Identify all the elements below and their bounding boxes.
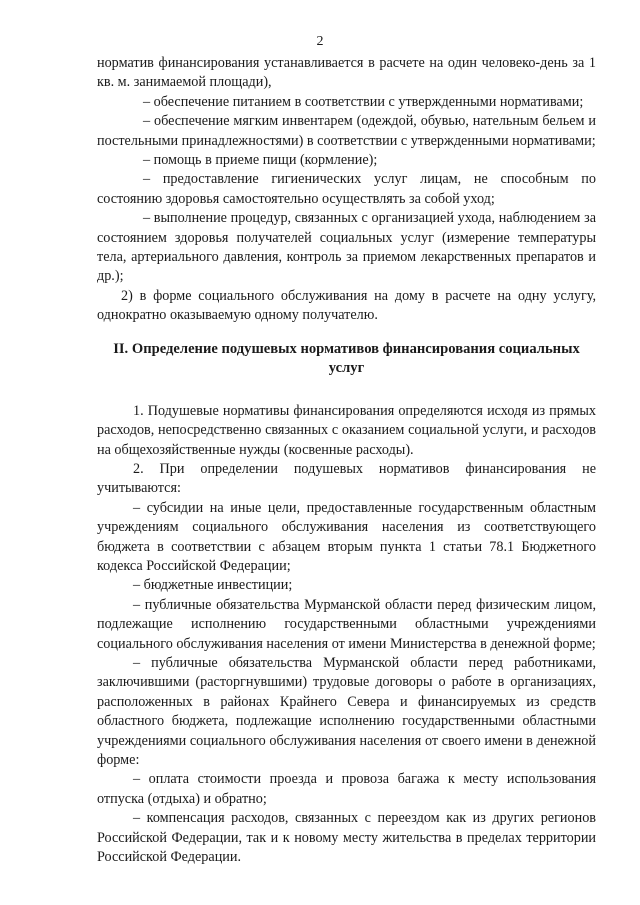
paragraph: – помощь в приеме пищи (кормление); (143, 152, 378, 169)
paragraph: норматив финансирования устанавливается в расчете на один человеко-день за 1 кв. м. занимаемой площади), (97, 55, 596, 91)
paragraph: – предоставление гигиенических услуг лицам, не способным по состоянию здоровья самостоятельно осуществлять за собой уход; (97, 171, 596, 207)
paragraph: – выполнение процедур, связанных с организацией ухода, наблюдением за состоянием здоровья получателей социальных услуг (измерение температуры тела, артериального давления, контроль за приемом лекарственных препаратов и др.); (97, 210, 596, 285)
paragraph: – обеспечение мягким инвентарем (одеждой, обувью, нательным бельем и постельными принадлежностями) в соответствии с утвержденными нормативами; (97, 113, 596, 149)
paragraph: 1. Подушевые нормативы финансирования определяются исходя из прямых расходов, непосредственно связанных с оказанием социальной услуги, и расходов на общехозяйственные нужды (косвенные расходы). (97, 402, 596, 458)
paragraph: – публичные обязательства Мурманской области перед физическим лицом, подлежащие исполнению государственными областными учреждениями социального обслуживания населения от имени Министерства в денежной форме; (97, 596, 596, 652)
document-body (97, 54, 596, 867)
paragraph: – обеспечение питанием в соответствии с утвержденными нормативами; (143, 93, 584, 110)
paragraph: – субсидии на иные цели, предоставленные государственным областным учреждениям социального обслуживания населения из соответствующего бюджета в соответствии с абзацем вторым пункта 1 статьи 78.1 Бюджетного кодекса Российской Федерации; (97, 499, 596, 574)
paragraph: 2) в форме социального обслуживания на дому в расчете на одну услугу, однократно оказываемую одному получателю. (97, 287, 596, 324)
paragraph: – бюджетные инвестиции; (133, 577, 293, 594)
paragraph: – публичные обязательства Мурманской области перед работниками, заключившими (расторгнувшими) трудовые договоры о работе в организациях, расположенных в районах Крайнего Севера и финансируемых из средств областного бюджета, подлежащие исполнению государственными областными учреждениями социального обслуживания населения от своего имени в денежной форме: (97, 654, 596, 768)
paragraph: – компенсация расходов, связанных с переездом как из других регионов Российской Федерации, так и к новому месту жительства в пределах территории Российской Федерации. (97, 810, 596, 866)
paragraph: 2. При определении подушевых нормативов финансирования не учитываются: (97, 460, 596, 497)
section-title: II. Определение подушевых нормативов финансирования социальных услуг (113, 340, 580, 376)
paragraph: – оплата стоимости проезда и провоза багажа к месту использования отпуска (отдыха) и обратно; (97, 771, 596, 807)
page-number: 2 (316, 34, 324, 49)
